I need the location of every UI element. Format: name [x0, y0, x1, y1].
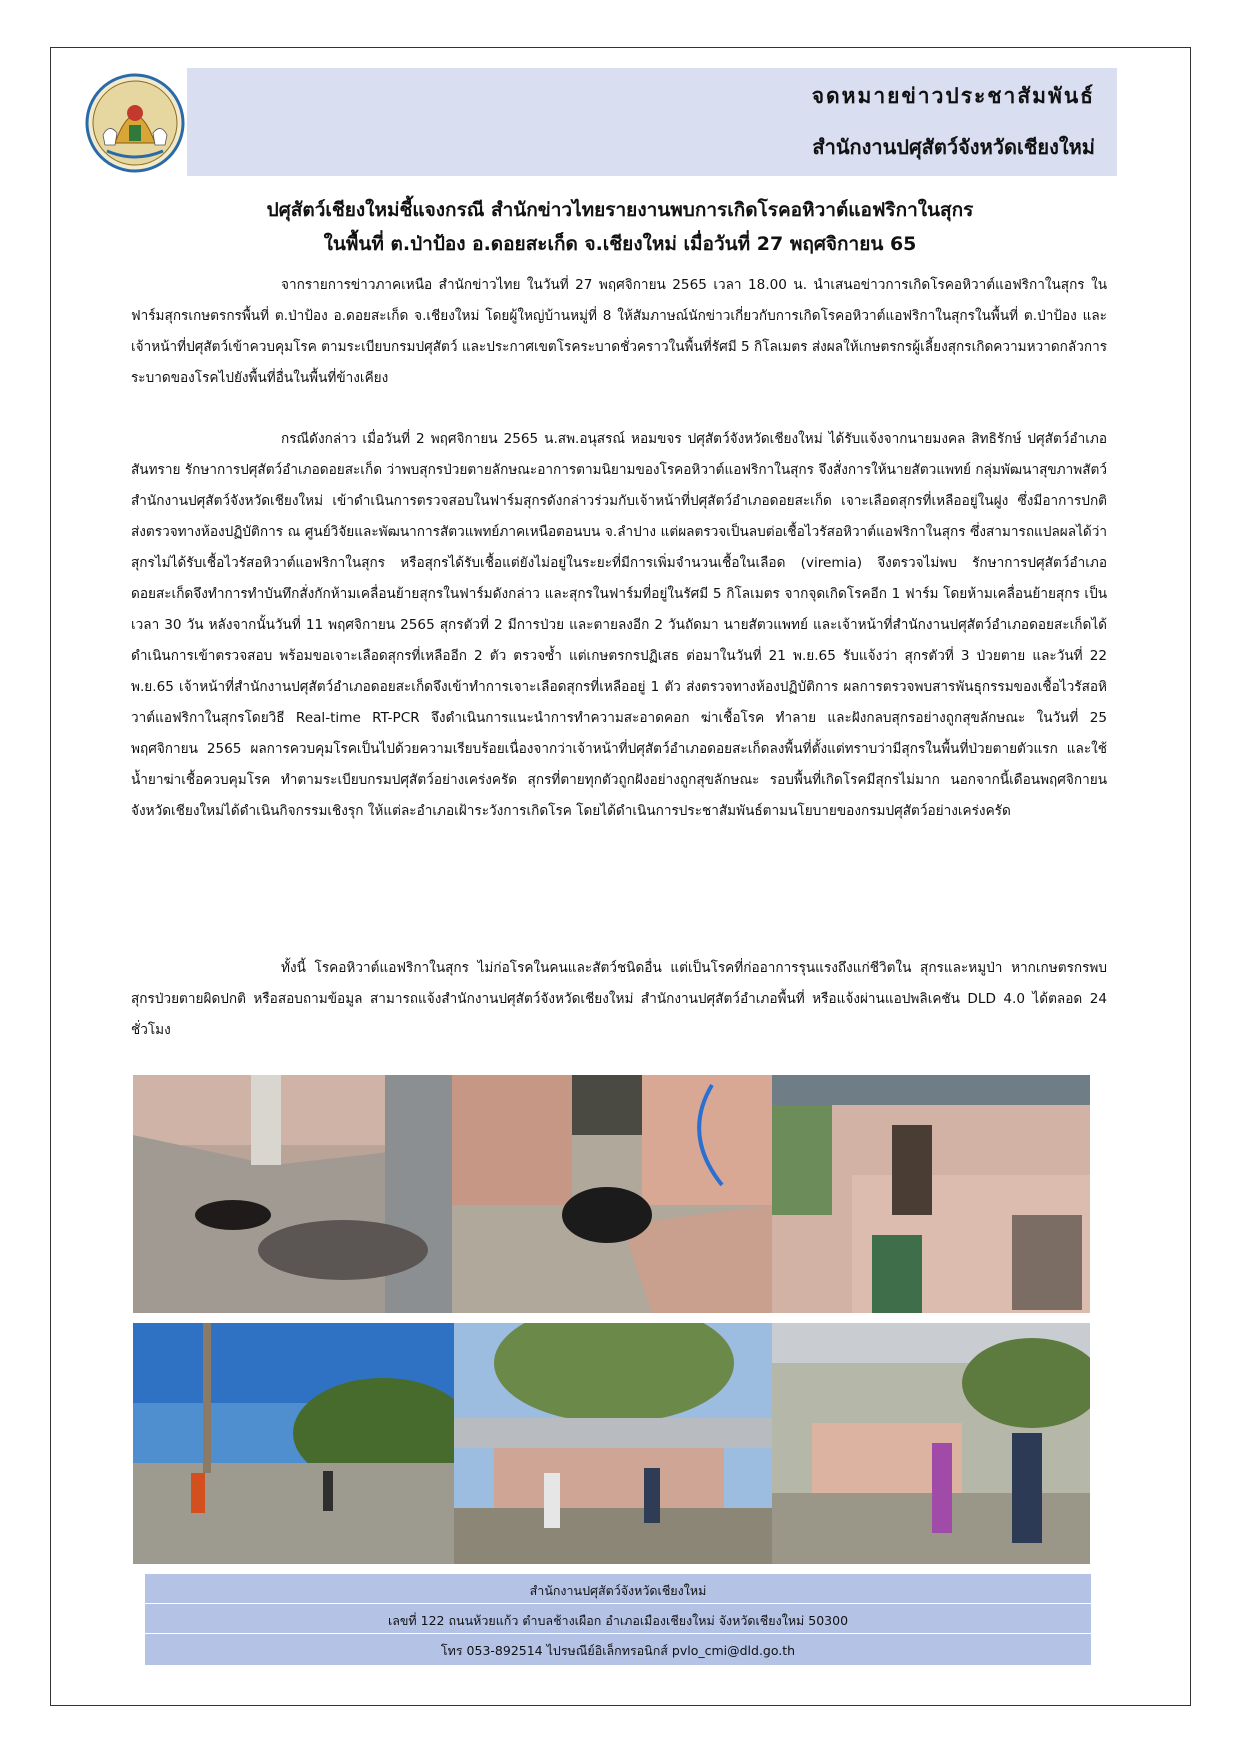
newsletter-title: จดหมายข่าวประชาสัมพันธ์: [811, 84, 1095, 108]
footer-phone-email: โทร 053-892514 ไปรษณีย์อิเล็กทรอนิกส์ pvlo_cmi@dld.go.th: [440, 1643, 796, 1658]
paragraph-3: [131, 953, 1107, 1046]
footer-divider-1: [145, 1603, 1091, 1604]
header-band: [187, 68, 1117, 176]
photo-black-pig: [452, 1075, 772, 1313]
photo-officers-discussing: [772, 1323, 1090, 1564]
footer-office: สำนักงานปศุสัตว์จังหวัดเชียงใหม่: [529, 1583, 707, 1598]
headline-line-2: ในพื้นที่ ต.ป่าป้อง อ.ดอยสะเก็ด จ.เชียงใหม่ เมื่อวันที่ 27 พฤศจิกายน 65: [323, 233, 917, 255]
photo-pig-in-pen: [133, 1075, 452, 1313]
paragraph-2: [131, 424, 1107, 827]
photo-officers-in-pen: [772, 1075, 1090, 1313]
department-seal-icon: [85, 73, 185, 173]
photo-field-visit: [133, 1323, 454, 1564]
office-name: สำนักงานปศุสัตว์จังหวัดเชียงใหม่: [812, 135, 1095, 159]
footer-address: เลขที่ 122 ถนนห้วยแก้ว ตำบลช้างเผือก อำเภอเมืองเชียงใหม่ จังหวัดเชียงใหม่ 50300: [387, 1613, 849, 1628]
headline-line-1: ปศุสัตว์เชียงใหม่ชี้แจงกรณี สำนักข่าวไทยรายงานพบการเกิดโรคอหิวาต์แอฟริกาในสุกร: [266, 199, 974, 221]
footer-contact: [145, 1574, 1091, 1665]
paragraph-1: [131, 270, 1107, 394]
paragraph-2-text: กรณีดังกล่าว เมื่อวันที่ 2 พฤศจิกายน 2565 น.สพ.อนุสรณ์ หอมขจร ปศุสัตว์จังหวัดเชียงใหม่ ได้รับแจ้งจากนายมงคล สิทธิรักษ์ ปศุสัตว์อำเภอสันทราย รักษาการปศุสัตว์อำเภอดอยสะเก็ด ว่าพบสุกรป่วยตายลักษณะอาการตามนิยามของโรคอหิวาต์แอฟริกาในสุกร จึงสั่งการให้นายสัตวแพทย์ กลุ่มพัฒนาสุขภาพสัตว์ สำนักงานปศุสัตว์จังหวัดเชียงใหม่ เข้าดำเนินการตรวจสอบในฟาร์มสุกรดังกล่าวร่วมกับเจ้าหน้าที่ปศุสัตว์อำเภอดอยสะเก็ด เจาะเลือดสุกรที่เหลืออยู่ในฝูง ซึ่งมีอาการปกติ ส่งตรวจทางห้องปฏิบัติการ ณ ศูนย์วิจัยและพัฒนาการสัตวแพทย์ภาคเหนือตอนบน จ.ลำปาง แต่ผลตรวจเป็นลบต่อเชื้อไวรัสอหิวาต์แอฟริกาในสุกร ซึ่งสามารถแปลผลได้ว่า สุกรไม่ได้รับเชื้อไวรัสอหิวาต์แอฟริกาในสุกร หรือสุกรได้รับเชื้อแต่ยังไม่อยู่ในระยะที่มีการเพิ่มจำนวนเชื้อในเลือด (viremia) จึงตรวจไม่พบ รักษาการปศุสัตว์อำเภอดอยสะเก็ดจึงทำการทำบันทึกสั่งกักห้ามเคลื่อนย้ายสุกรในฟาร์มดังกล่าว และสุกรในฟาร์มที่อยู่ในรัศมี 5 กิโลเมตร จากจุดเกิดโรคอีก 1 ฟาร์ม โดยห้ามเคลื่อนย้ายสุกร เป็นเวลา 30 วัน หลังจากนั้นวันที่ 11 พฤศจิกายน 2565 สุกรตัวที่ 2 มีการป่วย และตายลงอีก 2 วันถัดมา นายสัตวแพทย์ และเจ้าหน้าที่สำนักงานปศุสัตว์อำเภอดอยสะเก็ดได้ดำเนินการเข้าตรวจสอบ พร้อมขอเจาะเลือดสุกรที่เหลืออีก 2 ตัว ตรวจซ้ำ แต่เกษตรกรปฏิเสธ ต่อมาในวันที่ 21 พ.ย.65 รับแจ้งว่า สุกรตัวที่ 3 ป่วยตาย และวันที่ 22 พ.ย.65 เจ้าหน้าที่สำนักงานปศุสัตว์อำเภอดอยสะเก็ดจึงเข้าทำการเจาะเลือดสุกรที่เหลืออยู่ 1 ตัว ส่งตรวจทางห้องปฏิบัติการ ผลการตรวจพบสารพันธุกรรมของเชื้อไวรัสอหิวาต์แอฟริกาในสุกรโดยวิธี Real-time RT-PCR จึงดำเนินการแนะนำการทำความสะอาดคอก ฆ่าเชื้อโรค ทำลาย และฝังกลบสุกรอย่างถูกสุขลักษณะ ในวันที่ 25 พฤศจิกายน 2565 ผลการควบคุมโรคเป็นไปด้วยความเรียบร้อยเนื่องจากว่าเจ้าหน้าที่ปศุสัตว์อำเภอดอยสะเก็ดลงพื้นที่ตั้งแต่ทราบว่ามีสุกรในพื้นที่ป่วยตายตัวแรก และใช้น้ำยาฆ่าเชื้อควบคุมโรค ทำตามระเบียบกรมปศุสัตว์อย่างเคร่งครัด สุกรที่ตายทุกตัวถูกฝังอย่างถูกสุขลักษณะ รอบพื้นที่เกิดโรคมีสุกรไม่มาก นอกจากนี้เดือนพฤศจิกายน จังหวัดเชียงใหม่ได้ดำเนินกิจกรรมเชิงรุก ให้แต่ละอำเภอเฝ้าระวังการเกิดโรค โดยได้ดำเนินการประชาสัมพันธ์ตามนโยบายของกรมปศุสัตว์อย่างเคร่งครัด: [131, 431, 1107, 819]
photo-officers-at-farm: [454, 1323, 772, 1564]
paragraph-3-text: ทั้งนี้ โรคอหิวาต์แอฟริกาในสุกร ไม่ก่อโรคในคนและสัตว์ชนิดอื่น แต่เป็นโรคที่ก่ออาการรุนแรงถึงแก่ชีวิตใน สุกรและหมูป่า หากเกษตรกรพบสุกรป่วยตายผิดปกติ หรือสอบถามข้อมูล สามารถแจ้งสำนักงานปศุสัตว์จังหวัดเชียงใหม่ สำนักงานปศุสัตว์อำเภอพื้นที่ หรือแจ้งผ่านแอปพลิเคชัน DLD 4.0 ได้ตลอด 24 ชั่วโมง: [131, 960, 1107, 1038]
footer-divider-2: [145, 1633, 1091, 1634]
paragraph-1-text: จากรายการข่าวภาคเหนือ สำนักข่าวไทย ในวันที่ 27 พฤศจิกายน 2565 เวลา 18.00 น. นำเสนอข่าวการเกิดโรคอหิวาต์แอฟริกาในสุกร ในฟาร์มสุกรเกษตรกรพื้นที่ ต.ป่าป้อง อ.ดอยสะเก็ด จ.เชียงใหม่ โดยผู้ใหญ่บ้านหมู่ที่ 8 ให้สัมภาษณ์นักข่าวเกี่ยวกับการเกิดโรคอหิวาต์แอฟริกาในสุกรในพื้นที่ ต.ป่าป้อง และเจ้าหน้าที่ปศุสัตว์เข้าควบคุมโรค ตามระเบียบกรมปศุสัตว์ และประกาศเขตโรคระบาดชั่วคราวในพื้นที่รัศมี 5 กิโลเมตร ส่งผลให้เกษตรกรผู้เลี้ยงสุกรเกิดความหวาดกลัวการระบาดของโรคไปยังพื้นที่อื่นในพื้นที่ข้างเคียง: [131, 277, 1108, 386]
